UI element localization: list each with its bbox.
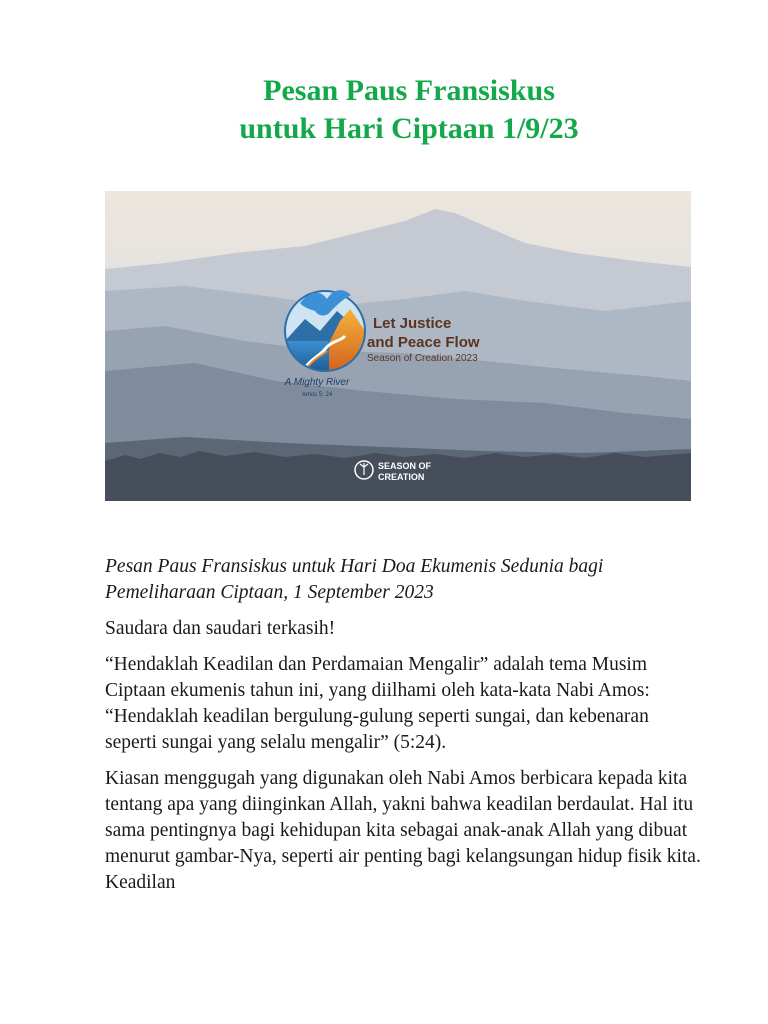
title-line-2: untuk Hari Ciptaan 1/9/23	[239, 112, 579, 145]
brand-line-1: SEASON OF	[378, 461, 432, 471]
page-title	[0, 72, 768, 148]
document-body	[105, 554, 705, 906]
brand-line-2: CREATION	[378, 472, 425, 482]
season-of-creation-logo	[285, 290, 365, 371]
banner-verse: Amos 5: 24	[301, 392, 333, 398]
season-of-creation-banner	[105, 191, 691, 501]
intro-heading: Pesan Paus Fransiskus untuk Hari Doa Ekumenis Sedunia bagi Pemeliharaan Ciptaan, 1 September 2023	[105, 556, 604, 603]
paragraph-1: “Hendaklah Keadilan dan Perdamaian Mengalir” adalah tema Musim Ciptaan ekumenis tahun ini, yang diilhami oleh kata-kata Nabi Amos: “Hendaklah keadilan bergulung-gulung seperti sungai, dan kebenaran seperti sungai yang selalu mengalir” (5:24).	[105, 654, 650, 753]
banner-caption: A Mighty River	[284, 377, 350, 388]
paragraph-2: Kiasan menggugah yang digunakan oleh Nabi Amos berbicara kepada kita tentang apa yang diinginkan Allah, yakni bahwa keadilan berdaulat. Hal itu sama pentingnya bagi kehidupan kita sebagai anak-anak Allah yang dibuat menurut gambar-Nya, seperti air penting bagi kelangsungan hidup fisik kita. Keadilan	[105, 768, 701, 893]
greeting: Saudara dan saudari terkasih!	[105, 618, 336, 639]
banner-headline-1: Let Justice	[373, 315, 452, 332]
banner-headline-2: and Peace Flow	[367, 334, 480, 351]
title-line-1: Pesan Paus Fransiskus	[263, 74, 555, 107]
banner-subtitle: Season of Creation 2023	[367, 353, 478, 364]
